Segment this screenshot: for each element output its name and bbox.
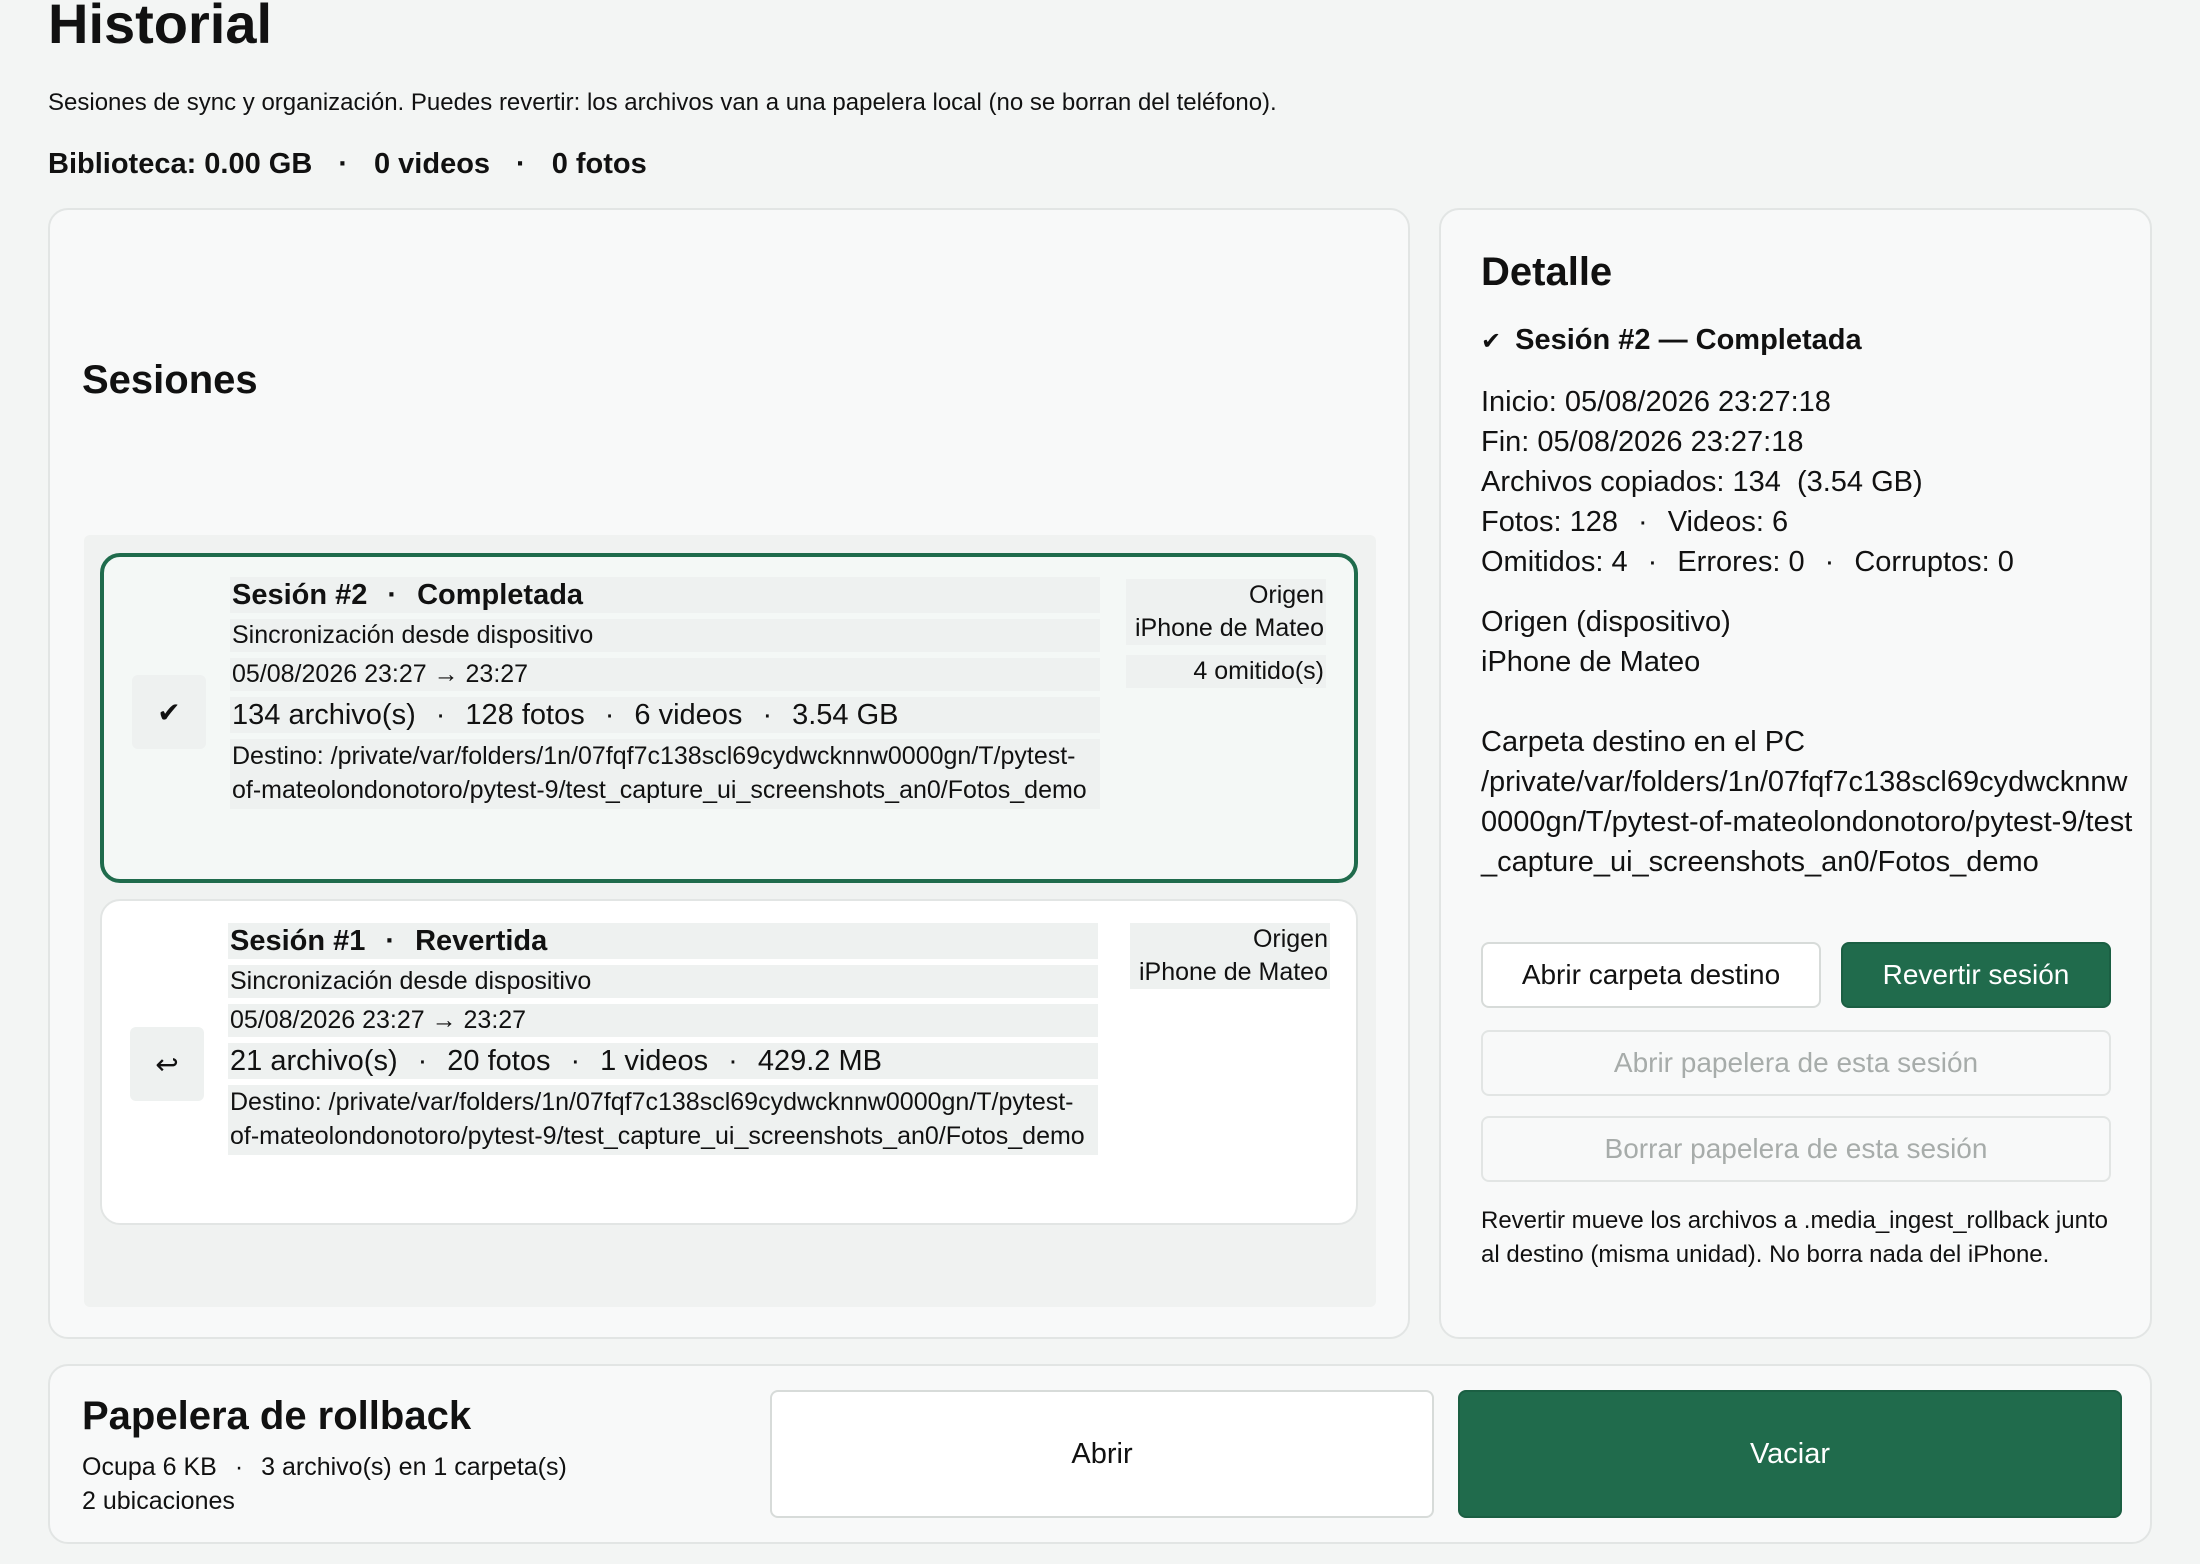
separator: ·: [1647, 546, 1658, 578]
omitted-count: 4 omitido(s): [1126, 655, 1326, 688]
separator: ·: [435, 699, 446, 731]
origin-label: Origen: [1252, 925, 1328, 953]
delete-session-trash-button[interactable]: Borrar papelera de esta sesión: [1481, 1116, 2111, 1182]
detail-panel: [1439, 208, 2152, 1339]
library-photos: 0 fotos: [551, 148, 647, 180]
session-type: Sincronización desde dispositivo: [230, 619, 1100, 652]
open-session-trash-button[interactable]: Abrir papelera de esta sesión: [1481, 1030, 2111, 1096]
separator: ·: [604, 699, 615, 731]
detail-copied: Archivos copiados: 134 (3.54 GB): [1481, 466, 1923, 498]
session-size: 429.2 MB: [757, 1045, 882, 1077]
detail-omitted: Omitidos: 4: [1481, 546, 1628, 578]
check-icon: ✔: [132, 675, 206, 749]
separator: ·: [338, 148, 348, 180]
sessions-list[interactable]: [84, 535, 1376, 1307]
session-origin: [1130, 923, 1330, 989]
session-status: Completada: [417, 579, 584, 611]
detail-dest-label: Carpeta destino en el PC: [1481, 726, 1806, 758]
detail-videos: Videos: 6: [1667, 506, 1789, 538]
empty-trash-button[interactable]: Vaciar: [1458, 1390, 2122, 1518]
detail-note: Revertir mueve los archivos a .media_ingest_rollback junto al destino (misma unidad). No borra nada del iPhone.: [1481, 1207, 2108, 1268]
session-files: 134 archivo(s): [232, 699, 416, 731]
separator: ·: [516, 148, 526, 180]
separator: ·: [728, 1045, 738, 1077]
trash-locations: 2 ubicaciones: [82, 1487, 235, 1515]
separator: ·: [1638, 506, 1648, 538]
library-size: Biblioteca: 0.00 GB: [48, 148, 313, 180]
origin-label: Origen: [1248, 581, 1324, 609]
session-stats: [230, 697, 1100, 733]
revert-session-button[interactable]: Revertir sesión: [1841, 942, 2111, 1008]
trash-files: 3 archivo(s) en 1 carpeta(s): [261, 1453, 567, 1481]
origin-device: iPhone de Mateo: [1134, 614, 1324, 642]
sessions-title: Sesiones: [82, 358, 258, 402]
sessions-panel: [48, 208, 1410, 1339]
session-destination: Destino: /private/var/folders/1n/07fqf7c138scl69cydwcknnw0000gn/T/pytest-of-mateolondonotoro/pytest-9/test_capture_ui_screenshots_an0/Fotos_demo: [228, 1085, 1098, 1155]
check-icon: ✔: [1481, 327, 1502, 355]
session-card-2[interactable]: [100, 553, 1358, 883]
trash-size: Ocupa 6 KB: [82, 1453, 217, 1481]
detail-corrupt: Corruptos: 0: [1854, 546, 2014, 578]
open-trash-button[interactable]: Abrir: [770, 1390, 1434, 1518]
session-videos: 6 videos: [634, 699, 743, 731]
library-videos: 0 videos: [373, 148, 491, 180]
separator: ·: [1824, 546, 1835, 578]
session-heading: [228, 923, 1098, 959]
detail-info: [1481, 382, 2141, 882]
detail-issue-counts: [1481, 542, 2141, 582]
session-time: 05/08/2026 23:27 → 23:27: [228, 1004, 1098, 1037]
separator: ·: [387, 579, 398, 611]
session-name: Sesión #1: [230, 925, 366, 957]
detail-photos: Fotos: 128: [1481, 506, 1619, 538]
session-time: 05/08/2026 23:27 → 23:27: [230, 658, 1100, 691]
separator: ·: [762, 699, 773, 731]
session-type: Sincronización desde dispositivo: [228, 965, 1098, 998]
session-photos: 128 fotos: [465, 699, 585, 731]
session-destination: Destino: /private/var/folders/1n/07fqf7c138scl69cydwcknnw0000gn/T/pytest-of-mateolondonotoro/pytest-9/test_capture_ui_screenshots_an0/Fotos_demo: [230, 739, 1100, 809]
trash-info: [82, 1450, 567, 1518]
detail-origin: iPhone de Mateo: [1481, 646, 1701, 678]
detail-session-name: Sesión #2 — Completada: [1515, 324, 1862, 356]
session-videos: 1 videos: [600, 1045, 709, 1077]
session-stats: [228, 1043, 1098, 1079]
trash-summary: [82, 1450, 567, 1484]
detail-end: Fin: 05/08/2026 23:27:18: [1481, 426, 1804, 458]
session-card-body: [230, 577, 1100, 815]
session-origin: [1126, 579, 1326, 688]
open-destination-button[interactable]: Abrir carpeta destino: [1481, 942, 1821, 1008]
session-status: Revertida: [415, 925, 548, 957]
detail-title: Detalle: [1481, 250, 1613, 294]
trash-title: Papelera de rollback: [82, 1394, 472, 1438]
separator: ·: [570, 1045, 581, 1077]
separator: ·: [385, 925, 396, 957]
page-title: Historial: [48, 0, 273, 55]
session-card-1[interactable]: [100, 899, 1358, 1225]
detail-errors: Errores: 0: [1677, 546, 1805, 578]
detail-media-counts: [1481, 502, 2141, 542]
session-photos: 20 fotos: [447, 1045, 551, 1077]
trash-panel: [48, 1364, 2152, 1544]
detail-dest-path: /private/var/folders/1n/07fqf7c138scl69cydwcknnw0000gn/T/pytest-of-mateolondonotoro/pytest-9/test_capture_ui_screenshots_an0/Fotos_demo: [1481, 766, 2133, 878]
session-files: 21 archivo(s): [230, 1045, 398, 1077]
session-heading: [230, 577, 1100, 613]
detail-session-heading: [1481, 322, 1862, 359]
session-name: Sesión #2: [232, 579, 368, 611]
session-card-body: [228, 923, 1098, 1161]
detail-origin-label: Origen (dispositivo): [1481, 606, 1731, 638]
separator: ·: [234, 1453, 244, 1481]
detail-start: Inicio: 05/08/2026 23:27:18: [1481, 386, 1831, 418]
page-subtitle: Sesiones de sync y organización. Puedes revertir: los archivos van a una papelera local (no se borran del teléfono).: [48, 89, 1277, 116]
separator: ·: [417, 1045, 428, 1077]
undo-icon: ↩: [130, 1027, 204, 1101]
library-stats: [48, 146, 647, 182]
session-size: 3.54 GB: [792, 699, 899, 731]
origin-device: iPhone de Mateo: [1138, 958, 1328, 986]
